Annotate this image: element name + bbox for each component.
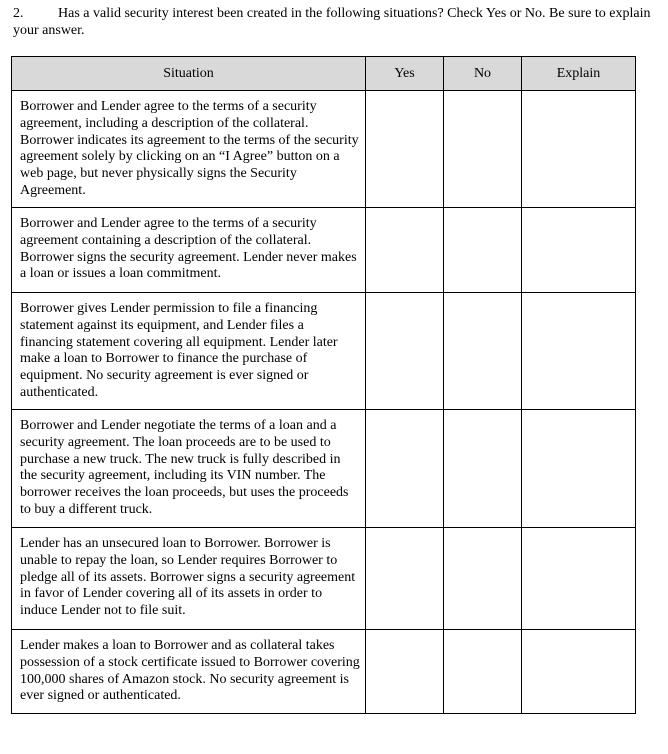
situation-cell: Borrower and Lender negotiate the terms of a loan and a security agreement. The loan proceeds are to be used to purchase a new truck. The new truck is fully described in the security agreement, including its VIN number. The borrower receives the loan proceeds, but uses the proceeds to buy a different truck. [12, 410, 366, 528]
no-cell[interactable] [444, 410, 522, 528]
explain-cell[interactable] [522, 630, 636, 714]
situation-cell: Borrower and Lender agree to the terms of a security agreement, including a description of the collateral. Borrower indicates its agreement to the terms of the security agreement solely by clicking on an “I Agree” button on a web page, but never physically signs the Security Agreement. [12, 91, 366, 208]
no-cell[interactable] [444, 528, 522, 630]
situation-cell: Lender has an unsecured loan to Borrower. Borrower is unable to repay the loan, so Lender requires Borrower to pledge all of its assets. Borrower signs a security agreement in favor of Lender covering all of its assets in order to induce Lender not to file suit. [12, 528, 366, 630]
question-text: Has a valid security interest been created in the following situations? Check Yes or No. Be sure to explain your answer. [13, 6, 651, 38]
yes-cell[interactable] [366, 91, 444, 208]
table-row [12, 630, 636, 714]
header-explain: Explain [522, 57, 636, 91]
header-no: No [444, 57, 522, 91]
explain-cell[interactable] [522, 410, 636, 528]
header-yes: Yes [366, 57, 444, 91]
situations-table [11, 56, 636, 714]
table-header-row [12, 57, 636, 91]
table-row [12, 528, 636, 630]
yes-cell[interactable] [366, 208, 444, 293]
situation-cell: Borrower gives Lender permission to file a financing statement against its equipment, and Lender files a financing statement covering all equipment. Lender later make a loan to Borrower to finance the purchase of equipment. No security agreement is ever signed or authenticated. [12, 293, 366, 410]
yes-cell[interactable] [366, 293, 444, 410]
no-cell[interactable] [444, 293, 522, 410]
table-row [12, 293, 636, 410]
explain-cell[interactable] [522, 528, 636, 630]
header-situation: Situation [12, 57, 366, 91]
yes-cell[interactable] [366, 630, 444, 714]
no-cell[interactable] [444, 91, 522, 208]
explain-cell[interactable] [522, 293, 636, 410]
table-row [12, 91, 636, 208]
explain-cell[interactable] [522, 91, 636, 208]
table-row [12, 208, 636, 293]
no-cell[interactable] [444, 630, 522, 714]
table-row [12, 410, 636, 528]
question-number: 2. [13, 6, 24, 21]
question-prompt [13, 5, 653, 39]
no-cell[interactable] [444, 208, 522, 293]
explain-cell[interactable] [522, 208, 636, 293]
yes-cell[interactable] [366, 410, 444, 528]
situation-cell: Borrower and Lender agree to the terms of a security agreement containing a description of the collateral. Borrower signs the security agreement. Lender never makes a loan or issues a loan commitment. [12, 208, 366, 293]
situation-cell: Lender makes a loan to Borrower and as collateral takes possession of a stock certificate issued to Borrower covering 100,000 shares of Amazon stock. No security agreement is ever signed or authenticated. [12, 630, 366, 714]
yes-cell[interactable] [366, 528, 444, 630]
